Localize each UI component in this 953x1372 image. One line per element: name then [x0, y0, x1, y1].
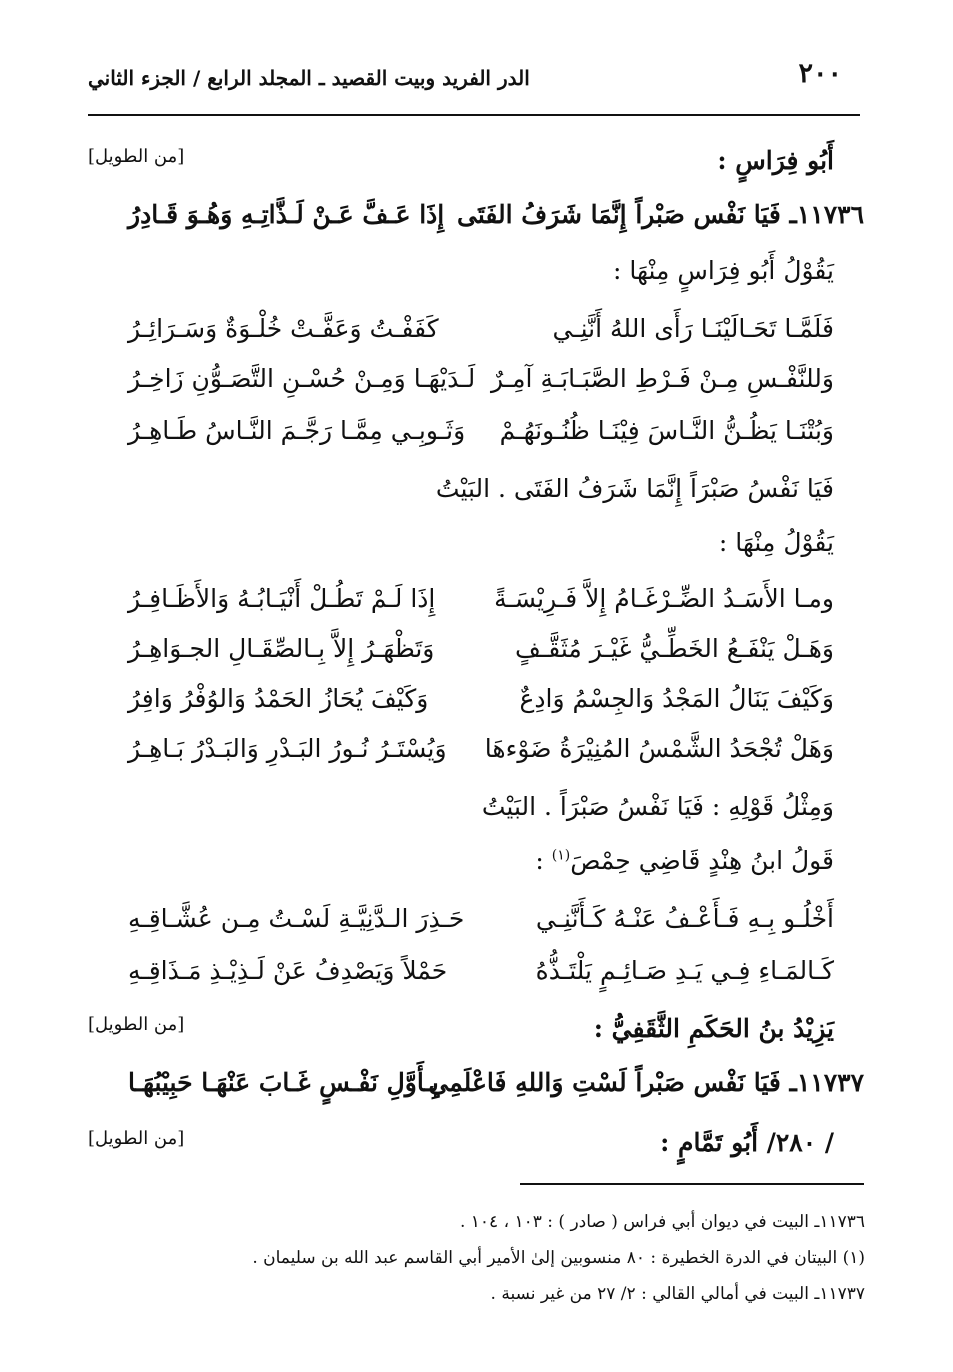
second-hemistich: وَكَيْفَ يُحَازُ الحَمْدُ وَالوُفْرُ وَافِرُ	[128, 684, 429, 713]
first-hemistich: ١١٧٣٧ـ فَيَا نَفْس صَبْراً لَسْتِ وَاللهِ فَاعْلَمِي	[428, 1068, 864, 1097]
prose-line	[88, 528, 864, 576]
footnote: (١) البيتان في الدرة الخطيرة : ٨٠ منسوبين إلىٰ الأمير أبي القاسم عبد الله بن سليمان .	[252, 1248, 865, 1268]
prose-line	[88, 846, 864, 894]
prose-line	[88, 474, 864, 522]
footnote: ١١٧٣٧ـ البيت في أمالي القالي : ٢/ ٢٧ من غير نسبة .	[490, 1284, 865, 1304]
verse-line	[88, 634, 864, 682]
meter-label: [من الطويل]	[88, 1128, 185, 1149]
poet-heading	[88, 1128, 864, 1176]
prose-line	[88, 256, 864, 304]
running-title: الدر الفريد وبيت القصيد ـ المجلد الرابع / الجزء الثاني	[88, 66, 530, 90]
second-hemistich: وَتَظْهَـرُ إِلاَّ بِـالصِّقَـالِ الجـوَاهِـرُ	[128, 634, 435, 663]
prose-text-main: قَولُ ابنُ هِنْدٍ قَاضِي حِمْصَ	[570, 846, 834, 875]
prose-line	[88, 792, 864, 840]
first-hemistich: ١١٧٣٦ـ فَيَا نَفْس صَبْراً إِنَّمَا شَرَفُ الفَتَى	[456, 200, 864, 229]
second-hemistich: إِذَا عَـفَّ عَـنْ لَـذَّاتِـهِ وَهُـوَ قَـادِرُ	[128, 200, 445, 229]
poet-name: يَزِيْدُ بنُ الحَكَمِ الثَّقَفِيُّ :	[593, 1014, 834, 1043]
prose-text: يَقُوْلُ مِنْهَا :	[718, 528, 834, 557]
verse-line	[88, 200, 864, 248]
second-hemistich: حَـذِرَ الـدَّنِيَّـةِ لَسْـتُ مِـن عُشَّـاقِـهِ	[128, 904, 465, 933]
prose-colon: :	[535, 846, 544, 875]
second-hemistich: وَيُسْتَـرُ نُـورُ البَـدْرِ وَالبَـدْرُ بَـاهِـرُ	[128, 734, 447, 763]
second-hemistich: لَـدَيْهَـا وَمِـنْ حُسْـنِ التَّصَـوُّنِ زَاخِـرُ	[128, 364, 476, 393]
second-hemistich: وَثَـوبِـي مِمَّـا رَجَّـمَ النَّـاسُ طَـاهِـرُ	[128, 416, 466, 445]
first-hemistich: فَلَمَّـا تَحَـالَيْنَـا رَأَى اللهُ أَنَّنِـي	[552, 314, 834, 343]
footnote: ١١٧٣٦ـ البيت في ديوان أبي فراس ( صادر ) : ١٠٣ ، ١٠٤ .	[459, 1212, 865, 1232]
first-hemistich: أَخْلُـو بِـهِ فَـأَعْـفُ عَنْـهُ كَـأَنَّنِـي	[535, 904, 834, 933]
verse-line	[88, 734, 864, 782]
page-number: ٢٠٠	[798, 58, 842, 89]
poet-heading	[88, 1014, 864, 1062]
second-hemistich: حَمْلاً وَيَصْدِفُ عَنْ لَـذِيْـذِ مَـذَاقِـهِ	[128, 956, 448, 985]
verse-line	[88, 416, 864, 464]
prose-text	[535, 846, 834, 875]
prose-text: يَقُوْلُ أَبُو فِرَاسٍ مِنْهَا :	[613, 256, 834, 285]
verse-line	[88, 1068, 864, 1116]
first-hemistich: ومـا الأَسَـدُ الضِّـرْغَـامُ إِلاَّ فَـرِيْسَـةً	[494, 584, 834, 613]
verse-line	[88, 364, 864, 412]
verse-line	[88, 956, 864, 1004]
footnote-rule	[520, 1183, 864, 1185]
meter-label: [من الطويل]	[88, 1014, 185, 1035]
verse-line	[88, 584, 864, 632]
first-hemistich: وَكَيْفَ يَنَالُ المَجْدُ وَالجِسْمُ وَادِعٌ	[519, 684, 834, 713]
verse-line	[88, 904, 864, 952]
first-hemistich: كَـالمَـاءِ فِـي يَـدِ صَـائِـمٍ يَلْتَـذُّهُ	[535, 956, 834, 985]
second-hemistich: بِـأَوَّلِ نَفْـسٍ غَـابَ عَنْهَـا حَبِيْبُهَـا	[128, 1068, 439, 1097]
second-hemistich: كَفَفْـتُ وَعَفَّـتْ خُلْـوَةٌ وَسَـرَائِـرُ	[128, 314, 439, 343]
second-hemistich: إِذَا لَـمْ تَطُـلْ أَنْيَـابُـهُ وَالأَظَـافِـرُ	[128, 584, 436, 613]
page-header	[88, 58, 860, 108]
first-hemistich: وَهَـلْ يَنْفَـعُ الخَطِّـيُّ غَيْـرَ مُثَقَّـفٍ	[515, 634, 834, 663]
poet-heading	[88, 146, 864, 194]
poet-name: أَبُو فِرَاسٍ :	[717, 146, 834, 175]
footnote-marker[interactable]: (١)	[551, 847, 571, 864]
verse-line	[88, 684, 864, 732]
first-hemistich: وَهَلْ تُجْحَدُ الشَّمْسُ المُنِيْرَةُ ضَوْءهَا	[484, 734, 834, 763]
prose-text: وَمِثْلُ قَوْلِهِ : فَيَا نَفْسُ صَبْرَاً . البَيْتُ	[481, 792, 834, 821]
prose-text: فَيَا نَفْسُ صَبْرَاً إِنَّمَا شَرَفُ الفَتَى . البَيْتُ	[435, 474, 834, 503]
first-hemistich: وَبُتْنَـا يَظُـنُّ النَّـاسَ فِيْنَـا ظُنُـونَهُـمْ	[499, 416, 834, 445]
meter-label: [من الطويل]	[88, 146, 185, 167]
header-rule	[88, 114, 860, 116]
first-hemistich: وَللنَّفْـسِ مِـنْ فَـرْطِ الصَّبَـابَـةِ آمِـرٌ	[491, 364, 834, 393]
verse-line	[88, 314, 864, 362]
poet-name: / ٢٨٠/ أَبُو تَمَّامٍ :	[660, 1128, 834, 1157]
